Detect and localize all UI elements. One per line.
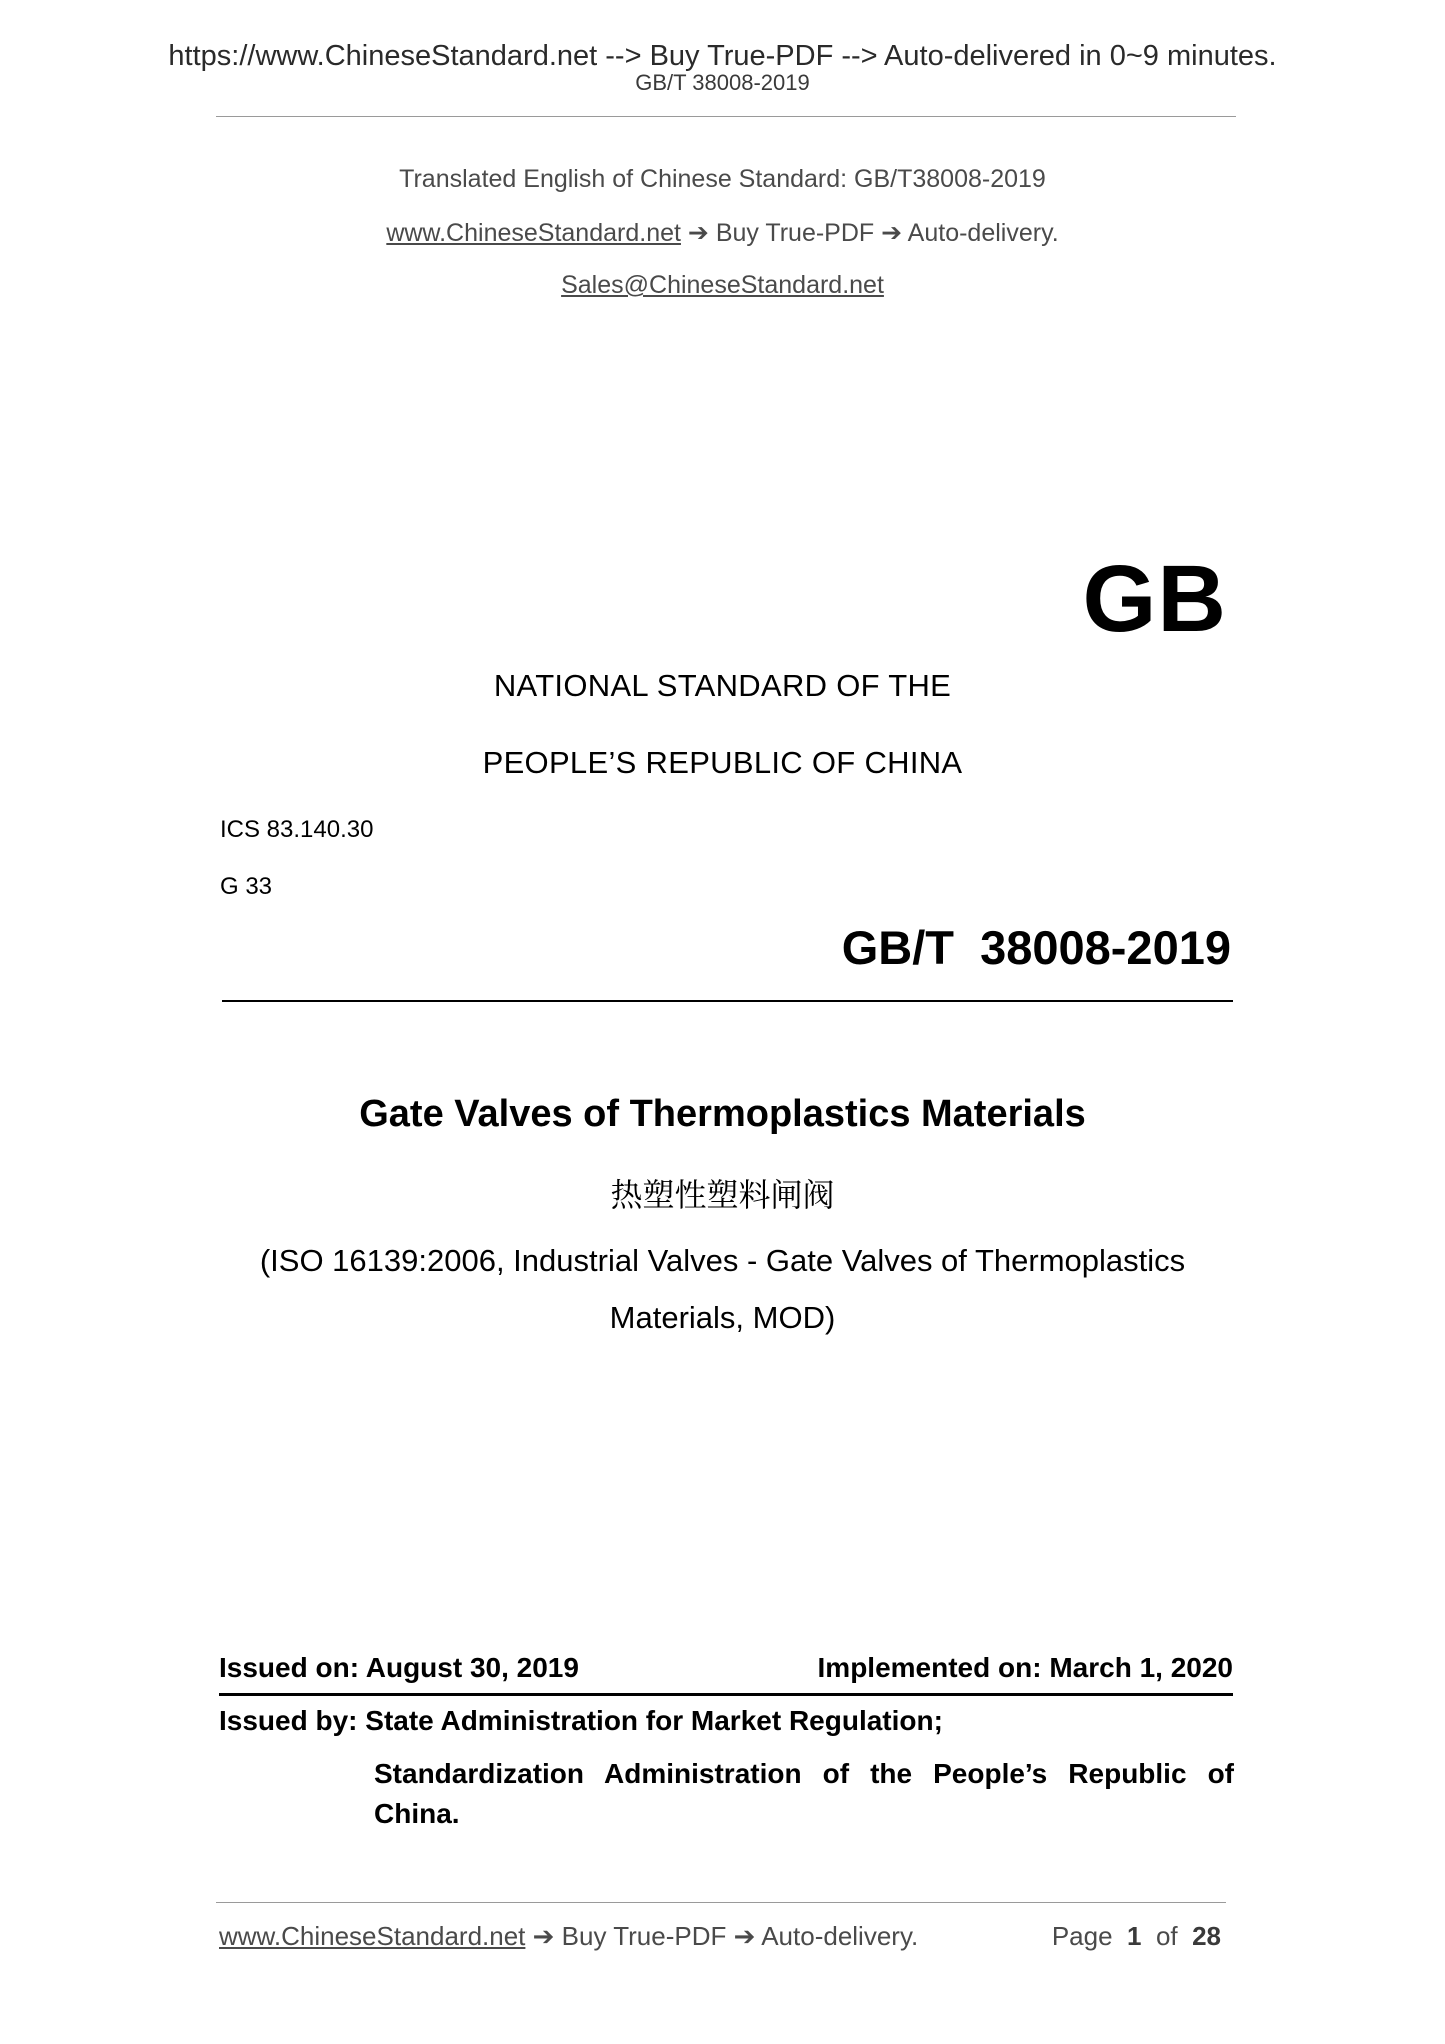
translation-links-line — [0, 218, 1445, 248]
arrow-right-icon: ➔ — [733, 1922, 756, 1952]
issued-by-second-authority-cont: China. — [374, 1798, 460, 1829]
header-divider — [216, 116, 1236, 117]
ccs-code: G 33 — [220, 873, 273, 900]
arrow-right-icon: ➔ — [881, 218, 903, 247]
footer-site-link[interactable]: www.ChineseStandard.net — [219, 1921, 526, 1951]
national-standard-line1: NATIONAL STANDARD OF THE — [493, 668, 952, 703]
running-header: GB/T 38008-2019 — [635, 70, 810, 95]
standard-number-divider — [222, 1000, 1233, 1002]
sales-email-link[interactable]: Sales@ChineseStandard.net — [561, 271, 884, 299]
issue-divider — [219, 1693, 1233, 1696]
translation-note: Translated English of Chinese Standard: GB/T38008-2019 — [399, 165, 1046, 193]
page-label: Page — [1051, 1921, 1113, 1951]
issue-dates-row — [219, 1652, 1233, 1684]
arrow-right-icon: ➔ — [687, 218, 709, 247]
footer-links — [219, 1921, 918, 1952]
issued-by-second-authority: Standardization Administration of the People’s Republic of — [374, 1758, 1234, 1789]
footer-divider — [216, 1902, 1226, 1903]
standard-number: GB/T 38008-2019 — [841, 921, 1231, 974]
email-line — [0, 271, 1445, 300]
page-total: 28 — [1192, 1921, 1221, 1951]
issued-on: Issued on: August 30, 2019 — [219, 1652, 579, 1683]
footer-buy-text: Buy True-PDF — [561, 1921, 727, 1951]
of-label: of — [1155, 1921, 1178, 1951]
page-indicator — [1052, 1921, 1221, 1952]
ics-code: ICS 83.140.30 — [220, 816, 374, 843]
implemented-on: Implemented on: March 1, 2020 — [817, 1652, 1233, 1683]
iso-reference-line1: (ISO 16139:2006, Industrial Valves - Gate Valves of Thermoplastics — [259, 1243, 1186, 1278]
auto-delivery-text: Auto-delivery. — [907, 219, 1059, 247]
chinese-title: 热塑性塑料闸阀 — [610, 1176, 835, 1214]
buy-true-pdf-text: Buy True-PDF — [715, 219, 875, 247]
issued-by: Issued by: State Administration for Market Regulation; — [219, 1705, 943, 1736]
document-title: Gate Valves of Thermoplastics Materials — [359, 1093, 1086, 1135]
site-link[interactable]: www.ChineseStandard.net — [386, 219, 681, 247]
footer-auto-text: Auto-delivery. — [761, 1921, 919, 1951]
national-standard-line2: PEOPLE’S REPUBLIC OF CHINA — [482, 745, 963, 780]
arrow-right-icon: ➔ — [532, 1922, 555, 1952]
iso-reference-line2: Materials, MOD) — [609, 1300, 836, 1335]
page-number: 1 — [1127, 1921, 1142, 1951]
gb-logo: GB — [1082, 546, 1227, 652]
top-banner[interactable]: https://www.ChineseStandard.net --> Buy True-PDF --> Auto-delivered in 0~9 minutes. — [168, 40, 1277, 72]
